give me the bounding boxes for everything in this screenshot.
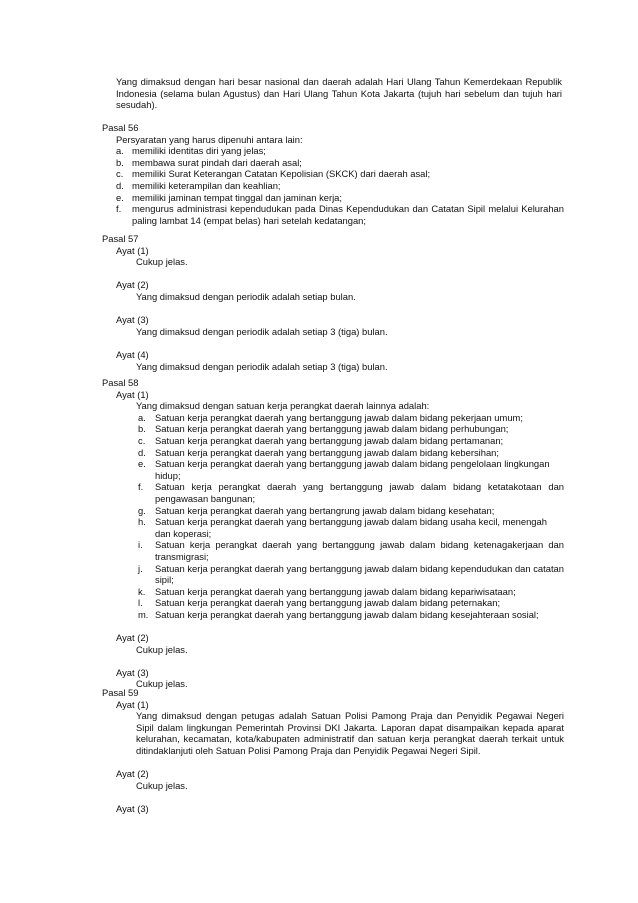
pasal-58-title: Pasal 58: [102, 377, 139, 388]
ayat-text: Cukup jelas.: [136, 256, 188, 268]
ayat-label: Ayat (1): [116, 244, 149, 256]
ayat-label: Ayat (2): [116, 279, 149, 291]
pasal-56-lead: Persyaratan yang harus dipenuhi antara lain:: [116, 133, 303, 145]
list-item: g. Satuan kerja perangkat daerah yang bertangrung jawab dalam bidang kesehatan;: [138, 504, 495, 516]
list-item: k. Satuan kerja perangkat daerah yang bertanggung jawab dalam bidang kepariwisataan;: [138, 585, 516, 597]
list-item: m. Satuan kerja perangkat daerah yang bertanggung jawab dalam bidang kesejahteraan sosial;: [138, 608, 539, 620]
list-item: c. Satuan kerja perangkat daerah yang bertanggung jawab dalam bidang pertamanan;: [138, 434, 504, 446]
pasal-58-list: [102, 412, 564, 621]
list-item: j. Satuan kerja perangkat daerah yang bertanggung jawab dalam bidang kependudukan dan catatan sipil;: [138, 562, 564, 586]
ayat-text: Yang dimaksud dengan periodik adalah setiap 3 (tiga) bulan.: [136, 325, 388, 337]
list-item: a. Satuan kerja perangkat daerah yang bertanggung jawab dalam bidang pekerjaan umum;: [138, 411, 523, 423]
list-item: i. Satuan kerja perangkat daerah yang bertanggung jawab dalam bidang ketenagakerjaan dan transmigrasi;: [138, 539, 564, 562]
list-item: d. memiliki keterampilan dan keahlian;: [116, 179, 281, 191]
list-item: f. Satuan kerja perangkat daerah yang bertanggung jawab dalam bidang ketatakotaan dan pengawasan bangunan;: [138, 481, 564, 504]
list-item: l. Satuan kerja perangkat daerah yang bertanggung jawab dalam bidang peternakan;: [138, 597, 501, 609]
pasal-56: [102, 122, 564, 226]
ayat-text: Yang dimaksud dengan petugas adalah Satuan Polisi Pamong Praja dan Penyidik Pegawai Negeri Sipil dalam lingkungan Pemerintah Provinsi DKI Jakarta. Laporan dapat disampaikan kepada aparat kelurahan, kecamatan, kota/kabupaten administratif dan satuan kerja perangkat daerah terkait untuk ditindaklanjuti oleh Satuan Polisi Pamong Praja dan Penyidik Pegawai Negeri Sipil.: [136, 710, 564, 756]
list-item: c. memiliki Surat Keterangan Catatan Kepolisian (SKCK) dari daerah asal;: [116, 168, 431, 180]
pasal-59: [102, 687, 564, 815]
ayat-label: Ayat (1): [116, 388, 149, 400]
list-item: d. Satuan kerja perangkat daerah yang bertanggung jawab dalam bidang kebersihan;: [138, 446, 499, 458]
ayat-text: Cukup jelas.: [136, 643, 188, 655]
ayat-text: Yang dimaksud dengan periodik adalah setiap 3 (tiga) bulan.: [136, 360, 388, 372]
list-item: e. Satuan kerja perangkat daerah yang bertanggung jawab dalam bidang pengelolaan lingkungan hidup;: [138, 458, 550, 481]
list-item: e. memiliki jaminan tempat tinggal dan jaminan kerja;: [116, 191, 342, 203]
pasal-56-title: Pasal 56: [102, 122, 139, 133]
pasal-56-list: [102, 145, 564, 226]
ayat-label: Ayat (1): [116, 698, 149, 710]
pasal-59-title: Pasal 59: [102, 687, 139, 698]
ayat-text: Yang dimaksud dengan satuan kerja perangkat daerah lainnya adalah:: [136, 400, 430, 412]
intro-paragraph: Yang dimaksud dengan hari besar nasional dan daerah adalah Hari Ulang Tahun Kemerdekaan Republik Indonesia (selama bulan Agustus) dan Hari Ulang Tahun Kota Jakarta (tujuh hari sebelum dan tujuh hari sesudah).: [116, 76, 562, 111]
ayat-label: Ayat (3): [116, 802, 149, 814]
ayat-text: Cukup jelas.: [136, 779, 188, 791]
pasal-57: [102, 233, 564, 372]
list-item: h. Satuan kerja perangkat daerah yang bertanggung jawab dalam bidang usaha kecil, menengah dan koperasi;: [138, 516, 547, 539]
ayat-label: Ayat (3): [116, 666, 149, 678]
list-item: b. Satuan kerja perangkat daerah yang bertanggung jawab dalam bidang perhubungan;: [138, 423, 509, 435]
list-item: f. mengurus administrasi kependudukan pada Dinas Kependudukan dan Catatan Sipil melalui Kelurahan paling lambat 14 (empat belas) hari setelah kedatangan;: [116, 203, 564, 226]
list-item: a. memiliki identitas diri yang jelas;: [116, 145, 266, 157]
ayat-label: Ayat (4): [116, 348, 149, 360]
ayat-text: Cukup jelas.: [136, 678, 188, 690]
ayat-label: Ayat (2): [116, 768, 149, 780]
pasal-58: [102, 377, 564, 690]
ayat-text: Yang dimaksud dengan periodik adalah setiap bulan.: [136, 290, 356, 302]
ayat-label: Ayat (2): [116, 632, 149, 644]
list-item: b. membawa surat pindah dari daerah asal;: [116, 156, 302, 168]
ayat-label: Ayat (3): [116, 314, 149, 326]
pasal-57-title: Pasal 57: [102, 233, 139, 244]
